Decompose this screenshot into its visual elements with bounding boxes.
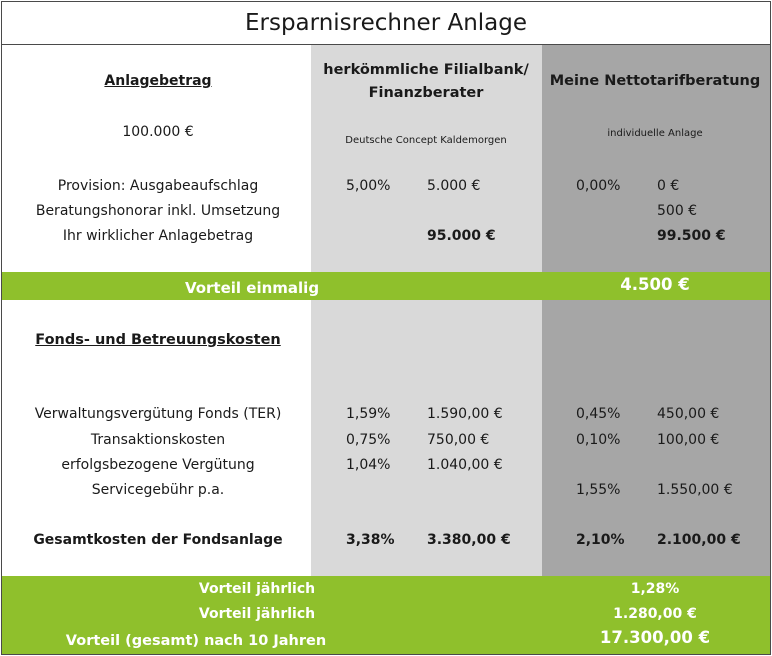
- mid-val: 1.040,00 €: [427, 457, 503, 473]
- summary-label-1: Vorteil jährlich: [198, 581, 316, 597]
- row-label: Transaktionskosten: [90, 432, 226, 448]
- vorteil-einmalig-label: Vorteil einmalig: [184, 279, 320, 297]
- right-pct: 0,45%: [576, 406, 621, 422]
- filialbank-subtitle: Deutsche Concept Kaldemorgen: [345, 135, 507, 146]
- summary-label-3: Vorteil (gesamt) nach 10 Jahren: [65, 633, 327, 649]
- row-label: Servicegebühr p.a.: [91, 482, 225, 498]
- right-pct: 1,55%: [576, 482, 621, 498]
- page-title: Ersparnisrechner Anlage: [2, 2, 770, 45]
- row-label: erfolgsbezogene Vergütung: [61, 457, 255, 473]
- netto-title: Meine Nettotarifberatung: [549, 73, 761, 89]
- filialbank-title-line2: Finanzberater: [368, 85, 484, 101]
- netto-subtitle: individuelle Anlage: [607, 128, 703, 139]
- anlagebetrag-label: Anlagebetrag: [104, 73, 212, 89]
- vorteil-einmalig-band: [2, 272, 770, 300]
- mid-pct: 3,38%: [346, 532, 395, 548]
- right-val: 1.550,00 €: [657, 482, 733, 498]
- row-label: Beratungshonorar inkl. Umsetzung: [35, 203, 281, 219]
- filialbank-title-line1: herkömmliche Filialbank/: [323, 62, 529, 78]
- mid-pct: 1,59%: [346, 406, 391, 422]
- mid-pct: 5,00%: [346, 178, 391, 194]
- right-val: 0 €: [657, 178, 680, 194]
- summary-value-1: 1,28%: [630, 581, 680, 597]
- row-label: Ihr wirklicher Anlagebetrag: [62, 228, 254, 244]
- mid-val: 5.000 €: [427, 178, 481, 194]
- right-pct: 2,10%: [576, 532, 625, 548]
- summary-label-2: Vorteil jährlich: [198, 606, 316, 622]
- anlagebetrag-value: 100.000 €: [122, 124, 194, 140]
- right-val: 500 €: [657, 203, 698, 219]
- fonds-kosten-heading: Fonds- und Betreuungskosten: [35, 332, 281, 348]
- mid-val: 1.590,00 €: [427, 406, 503, 422]
- right-val: 2.100,00 €: [657, 532, 741, 548]
- right-pct: 0,00%: [576, 178, 621, 194]
- summary-value-3: 17.300,00 €: [599, 628, 711, 647]
- mid-val: 3.380,00 €: [427, 532, 511, 548]
- right-val: 100,00 €: [657, 432, 720, 448]
- vorteil-einmalig-value: 4.500 €: [620, 275, 690, 294]
- mid-val: 95.000 €: [427, 228, 496, 244]
- row-label: Gesamtkosten der Fondsanlage: [33, 532, 283, 548]
- calculator-table: [1, 1, 771, 655]
- right-val: 450,00 €: [657, 406, 720, 422]
- mid-pct: 1,04%: [346, 457, 391, 473]
- mid-pct: 0,75%: [346, 432, 391, 448]
- summary-band: [2, 576, 770, 654]
- summary-value-2: 1.280,00 €: [613, 606, 697, 622]
- row-label: Verwaltungsvergütung Fonds (TER): [34, 406, 282, 422]
- right-pct: 0,10%: [576, 432, 621, 448]
- row-label: Provision: Ausgabeaufschlag: [57, 178, 259, 194]
- right-val: 99.500 €: [657, 228, 726, 244]
- mid-val: 750,00 €: [427, 432, 490, 448]
